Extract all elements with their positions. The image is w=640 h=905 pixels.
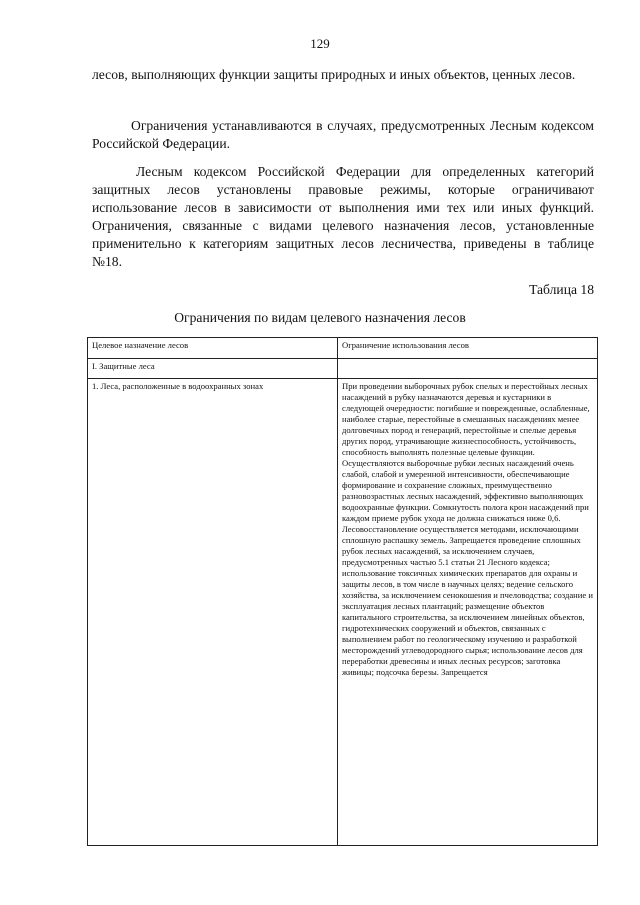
section-label: I. Защитные леса xyxy=(88,359,338,379)
table-section-row xyxy=(88,359,598,379)
paragraph-legal-regimes: Лесным кодексом Российской Федерации для определенных категорий защитных лесов установлены правовые режимы, которые ограничивают использование лесов в зависимости от выполнения ими тех или иных функций. Ограничения, связанные с видами целевого назначения лесов, установленные применительно к категориям защитных лесов лесничества, приведены в таблице №18. xyxy=(92,164,594,269)
table-row xyxy=(88,379,598,846)
restriction-cell: При проведении выборочных рубок спелых и перестойных лесных насаждений в рубку назначаются деревья и кустарники в следующей очередности: погибшие и поврежденные, ослабленные, наиболее старые, перестойные в смешанных насаждениях менее долговечных пород и генераций, перестойные и спелые деревья других пород, утрачивающие жизнеспособность, устойчивость, способность выполнять полезные целевые функции. Осуществляются выборочные рубки лесных насаждений очень слабой, слабой и умеренной интенсивности, обеспечивающие формирование и сохранение сложных, преимущественно разновозрастных лесных насаждений, эффективно выполняющих водоохранные функции. Сомкнутость полога крон насаждений при каждом приеме рубок ухода не должна снижаться ниже 0,6. Лесовосстановление осуществляется методами, исключающими сплошную распашку земель. Запрещается проведение сплошных рубок лесных насаждений, за исключением случаев, предусмотренных частью 5.1 статьи 21 Лесного кодекса; использование токсичных химических препаратов для охраны и защиты лесов, в том числе в научных целях; ведение сельского хозяйства, за исключением сенокошения и пчеловодства; создание и эксплуатация лесных плантаций; размещение объектов капитального строительства, за исключением линейных объектов, гидротехнических сооружений и объектов, связанных с выполнением работ по геологическому изучению и разработкой месторождений углеводородного сырья; использование лесов для переработки древесины и иных лесных ресурсов; заготовка живицы; подсочка березы. Запрещается xyxy=(338,379,598,846)
column-header-restriction: Ограничение использования лесов xyxy=(338,338,598,359)
table-header-row xyxy=(88,338,598,359)
table-caption: Таблица 18 xyxy=(529,282,594,297)
table-title: Ограничения по видам целевого назначения лесов xyxy=(174,310,466,325)
paragraph-continuation: лесов, выполняющих функции защиты природных и иных объектов, ценных лесов. xyxy=(92,67,576,82)
restrictions-table xyxy=(87,337,598,846)
section-empty-cell xyxy=(338,359,598,379)
paragraph-restrictions-intro: Ограничения устанавливаются в случаях, предусмотренных Лесным кодексом Российской Федерации. xyxy=(92,118,594,151)
purpose-cell: 1. Леса, расположенные в водоохранных зонах xyxy=(88,379,338,846)
page-number: 129 xyxy=(310,36,330,51)
column-header-purpose: Целевое назначение лесов xyxy=(88,338,338,359)
